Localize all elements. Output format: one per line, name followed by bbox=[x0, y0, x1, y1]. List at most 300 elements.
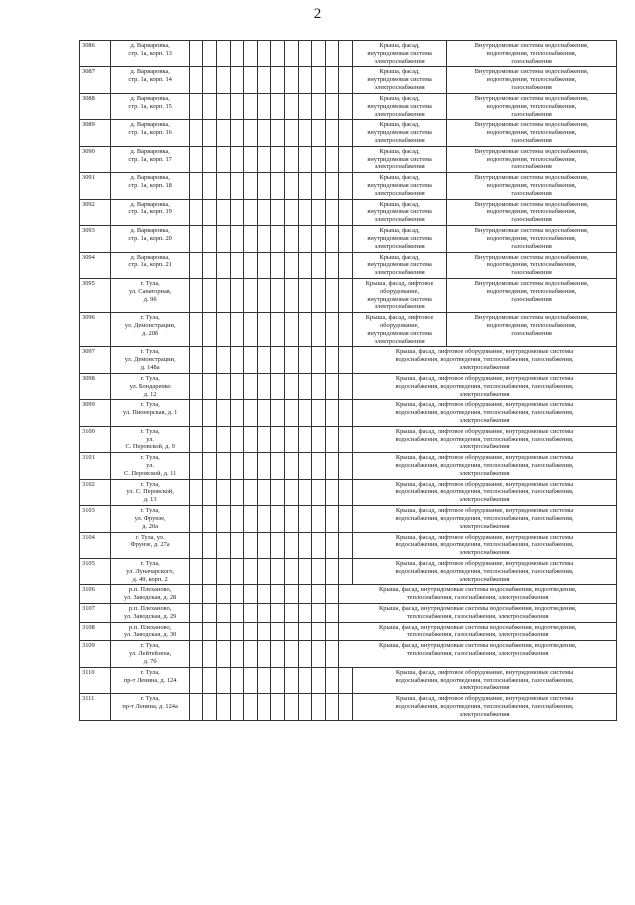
address-line: ул. Луначарского, bbox=[126, 567, 175, 575]
empty-cell bbox=[257, 667, 271, 693]
empty-cell bbox=[325, 347, 339, 373]
works-line: Крыша, фасад, bbox=[379, 147, 420, 155]
empty-cell bbox=[339, 226, 353, 252]
address-cell bbox=[111, 373, 190, 399]
systems-cell bbox=[447, 67, 617, 93]
empty-cell bbox=[203, 506, 217, 532]
empty-cell bbox=[189, 604, 203, 623]
row-number-cell: 3106 bbox=[80, 585, 111, 604]
empty-cell bbox=[230, 313, 244, 347]
empty-cell bbox=[298, 313, 312, 347]
address-line: стр. 1а, корп. 19 bbox=[128, 208, 172, 216]
empty-cell bbox=[271, 426, 285, 452]
address-line: д. 148а bbox=[140, 364, 160, 372]
address-line: стр. 1а, корп. 20 bbox=[128, 234, 172, 242]
works-line: Крыша, фасад, bbox=[379, 200, 420, 208]
empty-cell bbox=[257, 252, 271, 278]
works-line: электроснабжения bbox=[374, 136, 425, 144]
empty-cell bbox=[203, 347, 217, 373]
empty-cell bbox=[285, 479, 299, 505]
address-line: д. 12 bbox=[143, 390, 157, 398]
empty-cell bbox=[339, 667, 353, 693]
row-number-cell: 3101 bbox=[80, 453, 111, 479]
empty-cell bbox=[230, 585, 244, 604]
address-line: ул. С. Перовской, bbox=[126, 488, 174, 496]
empty-cell bbox=[298, 585, 312, 604]
works-line: Крыша, фасад, лифтовое оборудование, внутридомовые системы bbox=[395, 507, 574, 515]
empty-cell bbox=[325, 373, 339, 399]
systems-line: Внутридомовые системы водоснабжения, bbox=[474, 174, 589, 182]
address-line: д. 9б bbox=[143, 295, 157, 303]
empty-cell bbox=[298, 93, 312, 119]
works-line: электроснабжения bbox=[459, 496, 510, 504]
empty-cell bbox=[189, 199, 203, 225]
empty-cell bbox=[312, 532, 326, 558]
empty-cell bbox=[217, 558, 231, 584]
systems-line: Внутридомовые системы водоснабжения, bbox=[474, 279, 589, 287]
empty-cell bbox=[230, 506, 244, 532]
table-row bbox=[80, 426, 617, 452]
empty-cell bbox=[312, 199, 326, 225]
address-line: ул. Фрунзе, bbox=[134, 514, 166, 522]
works-line: электроснабжения bbox=[459, 443, 510, 451]
table-row bbox=[80, 622, 617, 641]
works-line: Крыша, фасад, лифтовое оборудование, внутридомовые системы bbox=[395, 374, 574, 382]
empty-cell bbox=[189, 641, 203, 667]
empty-cell bbox=[203, 604, 217, 623]
systems-cell bbox=[447, 146, 617, 172]
empty-cell bbox=[230, 173, 244, 199]
empty-cell bbox=[298, 373, 312, 399]
address-line: пр-т Ленина, д. 124 bbox=[123, 676, 177, 684]
empty-cell bbox=[257, 641, 271, 667]
row-number-cell: 3086 bbox=[80, 41, 111, 67]
empty-cell bbox=[244, 173, 258, 199]
empty-cell bbox=[244, 532, 258, 558]
empty-cell bbox=[298, 278, 312, 312]
empty-cell bbox=[325, 641, 339, 667]
empty-cell bbox=[285, 373, 299, 399]
empty-cell bbox=[271, 506, 285, 532]
empty-cell bbox=[217, 453, 231, 479]
works-cell bbox=[353, 41, 447, 67]
empty-cell bbox=[244, 252, 258, 278]
systems-cell bbox=[447, 93, 617, 119]
empty-cell bbox=[203, 585, 217, 604]
empty-cell bbox=[271, 641, 285, 667]
empty-cell bbox=[271, 558, 285, 584]
works-cell bbox=[353, 120, 447, 146]
empty-cell bbox=[203, 226, 217, 252]
table-row bbox=[80, 667, 617, 693]
row-number-cell: 3090 bbox=[80, 146, 111, 172]
empty-cell bbox=[298, 479, 312, 505]
empty-cell bbox=[189, 173, 203, 199]
empty-cell bbox=[298, 199, 312, 225]
systems-line: водоотведения, теплоснабжения, bbox=[486, 261, 577, 269]
empty-cell bbox=[217, 641, 231, 667]
works-line: теплоснабжения, газоснабжения, электроснабжения bbox=[406, 631, 549, 639]
empty-cell bbox=[189, 479, 203, 505]
systems-line: водоотведения, теплоснабжения, bbox=[486, 182, 577, 189]
works-merged-cell bbox=[339, 622, 617, 641]
empty-cell bbox=[257, 313, 271, 347]
empty-cell bbox=[217, 347, 231, 373]
address-line: г. Тула, bbox=[140, 559, 160, 567]
empty-cell bbox=[339, 313, 353, 347]
address-line: д. Варваровка, bbox=[130, 200, 170, 208]
address-cell bbox=[111, 532, 190, 558]
empty-cell bbox=[339, 532, 353, 558]
empty-cell bbox=[285, 558, 299, 584]
empty-cell bbox=[325, 226, 339, 252]
empty-cell bbox=[217, 173, 231, 199]
empty-cell bbox=[339, 41, 353, 67]
empty-cell bbox=[230, 146, 244, 172]
empty-cell bbox=[257, 226, 271, 252]
table-row bbox=[80, 278, 617, 312]
systems-line: Внутридомовые системы водоснабжения, bbox=[474, 42, 589, 49]
empty-cell bbox=[298, 532, 312, 558]
address-line: г. Тула, bbox=[140, 507, 160, 515]
row-number-cell: 3108 bbox=[80, 622, 111, 641]
table-row bbox=[80, 453, 617, 479]
works-line: внутридомовая система bbox=[367, 329, 432, 337]
address-line: д. Варваровка, bbox=[130, 174, 170, 182]
systems-line: водоотведения, теплоснабжения, bbox=[486, 76, 577, 84]
empty-cell bbox=[217, 585, 231, 604]
works-merged-cell bbox=[339, 604, 617, 623]
empty-cell bbox=[244, 347, 258, 373]
empty-cell bbox=[325, 146, 339, 172]
empty-cell bbox=[217, 226, 231, 252]
works-merged-cell bbox=[353, 479, 617, 505]
empty-cell bbox=[189, 373, 203, 399]
works-merged-cell bbox=[353, 506, 617, 532]
empty-cell bbox=[189, 41, 203, 67]
works-line: электроснабжения bbox=[459, 522, 510, 530]
address-cell bbox=[111, 120, 190, 146]
empty-cell bbox=[217, 373, 231, 399]
address-line: ул. Демонстрации, bbox=[124, 356, 176, 364]
empty-cell bbox=[217, 479, 231, 505]
empty-cell bbox=[189, 146, 203, 172]
empty-cell bbox=[230, 120, 244, 146]
works-cell bbox=[353, 278, 447, 312]
empty-cell bbox=[257, 585, 271, 604]
table-row bbox=[80, 479, 617, 505]
empty-cell bbox=[271, 199, 285, 225]
address-line: д. Варваровка, bbox=[130, 121, 170, 129]
address-line: г. Тула, bbox=[140, 642, 160, 650]
works-line: электроснабжения bbox=[374, 269, 425, 277]
works-merged-cell bbox=[353, 426, 617, 452]
address-cell bbox=[111, 173, 190, 199]
empty-cell bbox=[257, 173, 271, 199]
empty-cell bbox=[203, 41, 217, 67]
table-row bbox=[80, 313, 617, 347]
address-line: д. 49, корп. 2 bbox=[132, 575, 168, 583]
empty-cell bbox=[312, 41, 326, 67]
works-cell bbox=[353, 226, 447, 252]
address-line: ул. Санаторная, bbox=[128, 287, 172, 295]
row-number-cell: 3091 bbox=[80, 173, 111, 199]
empty-cell bbox=[271, 313, 285, 347]
empty-cell bbox=[325, 506, 339, 532]
address-cell bbox=[111, 694, 190, 720]
address-line: ул. Демонстрации, bbox=[124, 322, 176, 329]
address-cell bbox=[111, 667, 190, 693]
empty-cell bbox=[285, 622, 299, 641]
empty-cell bbox=[203, 199, 217, 225]
table-row bbox=[80, 226, 617, 252]
works-line: электроснабжения bbox=[459, 390, 510, 398]
empty-cell bbox=[325, 67, 339, 93]
empty-cell bbox=[325, 120, 339, 146]
address-cell bbox=[111, 313, 190, 347]
empty-cell bbox=[244, 426, 258, 452]
works-line: электроснабжения bbox=[459, 549, 510, 557]
works-line: водоснабжения, водоотведения, теплоснабжения, газоснабжения, bbox=[395, 488, 574, 496]
row-number-cell: 3107 bbox=[80, 604, 111, 623]
empty-cell bbox=[244, 373, 258, 399]
empty-cell bbox=[203, 641, 217, 667]
empty-cell bbox=[285, 604, 299, 623]
works-line: Крыша, фасад, внутридомовые системы водоснабжения, водоотведения, bbox=[379, 605, 577, 612]
empty-cell bbox=[271, 278, 285, 312]
address-cell bbox=[111, 67, 190, 93]
empty-cell bbox=[312, 585, 326, 604]
empty-cell bbox=[325, 532, 339, 558]
empty-cell bbox=[325, 252, 339, 278]
works-line: оборудование, bbox=[380, 287, 420, 295]
systems-line: газоснабжения bbox=[511, 216, 552, 224]
empty-cell bbox=[339, 426, 353, 452]
works-merged-cell bbox=[353, 373, 617, 399]
address-line: д. Варваровка, bbox=[130, 68, 170, 76]
works-line: Крыша, фасад, лифтовое оборудование, внутридомовые системы bbox=[395, 533, 574, 541]
works-line: электроснабжения bbox=[374, 242, 425, 250]
works-cell bbox=[353, 93, 447, 119]
empty-cell bbox=[312, 506, 326, 532]
empty-cell bbox=[217, 604, 231, 623]
address-line: ул. Пионерская, д. 1 bbox=[122, 409, 178, 417]
empty-cell bbox=[312, 604, 326, 623]
empty-cell bbox=[339, 479, 353, 505]
works-line: Крыша, фасад, лифтовое оборудование, внутридомовые системы bbox=[395, 559, 574, 567]
empty-cell bbox=[230, 622, 244, 641]
empty-cell bbox=[189, 622, 203, 641]
address-line: стр. 1а, корп. 15 bbox=[128, 102, 172, 110]
systems-cell bbox=[447, 226, 617, 252]
empty-cell bbox=[189, 426, 203, 452]
systems-line: газоснабжения bbox=[511, 269, 552, 277]
empty-cell bbox=[203, 667, 217, 693]
works-line: теплоснабжения, газоснабжения, электроснабжения bbox=[406, 594, 549, 602]
empty-cell bbox=[230, 278, 244, 312]
empty-cell bbox=[312, 694, 326, 720]
row-number-cell: 3103 bbox=[80, 506, 111, 532]
empty-cell bbox=[298, 667, 312, 693]
empty-cell bbox=[271, 585, 285, 604]
table-row bbox=[80, 67, 617, 93]
works-line: Крыша, фасад, внутридомовые системы водоснабжения, водоотведения, bbox=[379, 586, 577, 594]
address-line: ул. Бондаренко bbox=[129, 382, 171, 390]
empty-cell bbox=[203, 67, 217, 93]
empty-cell bbox=[298, 173, 312, 199]
empty-cell bbox=[312, 622, 326, 641]
table-row bbox=[80, 120, 617, 146]
table-row bbox=[80, 93, 617, 119]
systems-line: водоотведения, теплоснабжения, bbox=[486, 208, 577, 216]
empty-cell bbox=[298, 67, 312, 93]
empty-cell bbox=[312, 453, 326, 479]
empty-cell bbox=[325, 667, 339, 693]
empty-cell bbox=[298, 506, 312, 532]
works-line: внутридомовая система bbox=[367, 182, 432, 189]
works-line: водоснабжения, водоотведения, теплоснабжения, газоснабжения, bbox=[395, 676, 574, 684]
row-number-cell: 3104 bbox=[80, 532, 111, 558]
empty-cell bbox=[230, 347, 244, 373]
address-line: г. Тула, bbox=[140, 279, 160, 287]
empty-cell bbox=[244, 694, 258, 720]
row-number-cell: 3095 bbox=[80, 278, 111, 312]
empty-cell bbox=[325, 400, 339, 426]
empty-cell bbox=[257, 694, 271, 720]
row-number-cell: 3089 bbox=[80, 120, 111, 146]
row-number-cell: 3088 bbox=[80, 93, 111, 119]
works-line: электроснабжения bbox=[459, 469, 510, 477]
empty-cell bbox=[217, 667, 231, 693]
empty-cell bbox=[325, 313, 339, 347]
works-line: Крыша, фасад, лифтовое оборудование, внутридомовые системы bbox=[395, 401, 574, 409]
empty-cell bbox=[312, 146, 326, 172]
empty-cell bbox=[339, 694, 353, 720]
works-line: внутридомовая система bbox=[367, 261, 432, 269]
empty-cell bbox=[230, 226, 244, 252]
systems-line: газоснабжения bbox=[511, 110, 552, 118]
works-line: теплоснабжения, газоснабжения, электроснабжения bbox=[406, 650, 549, 658]
systems-line: Внутридомовые системы водоснабжения, bbox=[474, 253, 589, 261]
empty-cell bbox=[257, 373, 271, 399]
empty-cell bbox=[203, 479, 217, 505]
works-line: электроснабжения bbox=[459, 684, 510, 692]
empty-cell bbox=[257, 67, 271, 93]
address-cell bbox=[111, 400, 190, 426]
empty-cell bbox=[325, 41, 339, 67]
empty-cell bbox=[189, 667, 203, 693]
empty-cell bbox=[285, 506, 299, 532]
works-line: Крыша, фасад, bbox=[379, 42, 420, 49]
address-line: г. Тула, bbox=[140, 427, 160, 435]
table-row bbox=[80, 604, 617, 623]
empty-cell bbox=[217, 426, 231, 452]
works-cell bbox=[353, 313, 447, 347]
address-cell bbox=[111, 252, 190, 278]
empty-cell bbox=[189, 532, 203, 558]
empty-cell bbox=[244, 604, 258, 623]
empty-cell bbox=[230, 67, 244, 93]
empty-cell bbox=[230, 373, 244, 399]
empty-cell bbox=[203, 146, 217, 172]
address-line: ул. Заводская, д. 28 bbox=[124, 594, 177, 602]
row-number-cell: 3105 bbox=[80, 558, 111, 584]
address-line: р.п. Плеханово, bbox=[128, 623, 172, 631]
empty-cell bbox=[189, 93, 203, 119]
table-row bbox=[80, 41, 617, 67]
empty-cell bbox=[271, 622, 285, 641]
empty-cell bbox=[325, 426, 339, 452]
empty-cell bbox=[244, 313, 258, 347]
empty-cell bbox=[312, 252, 326, 278]
works-line: внутридомовая система bbox=[367, 129, 432, 137]
empty-cell bbox=[312, 120, 326, 146]
works-line: внутридомовая система bbox=[367, 49, 432, 57]
empty-cell bbox=[312, 347, 326, 373]
empty-cell bbox=[230, 558, 244, 584]
systems-line: Внутридомовые системы водоснабжения, bbox=[474, 68, 589, 76]
works-line: водоснабжения, водоотведения, теплоснабжения, газоснабжения, bbox=[395, 409, 574, 417]
systems-cell bbox=[447, 313, 617, 347]
empty-cell bbox=[312, 93, 326, 119]
works-line: Крыша, фасад, bbox=[379, 174, 420, 182]
systems-line: водоотведения, теплоснабжения, bbox=[486, 322, 577, 329]
empty-cell bbox=[285, 453, 299, 479]
works-merged-cell bbox=[353, 667, 617, 693]
empty-cell bbox=[312, 400, 326, 426]
works-line: Крыша, фасад, лифтовое оборудование, внутридомовые системы bbox=[395, 427, 574, 435]
empty-cell bbox=[203, 313, 217, 347]
empty-cell bbox=[271, 604, 285, 623]
empty-cell bbox=[271, 694, 285, 720]
empty-cell bbox=[203, 373, 217, 399]
works-line: Крыша, фасад, лифтовое оборудование, внутридомовые системы bbox=[395, 695, 574, 703]
address-cell bbox=[111, 278, 190, 312]
empty-cell bbox=[271, 226, 285, 252]
empty-cell bbox=[325, 604, 339, 623]
address-line: г. Тула, bbox=[140, 480, 160, 488]
works-line: электроснабжения bbox=[374, 303, 425, 311]
works-cell bbox=[353, 67, 447, 93]
systems-line: газоснабжения bbox=[511, 329, 552, 337]
empty-cell bbox=[339, 278, 353, 312]
systems-line: водоотведения, теплоснабжения, bbox=[486, 49, 577, 57]
empty-cell bbox=[257, 622, 271, 641]
empty-cell bbox=[230, 479, 244, 505]
address-line: д. Варваровка, bbox=[130, 42, 170, 49]
table-row bbox=[80, 400, 617, 426]
empty-cell bbox=[325, 622, 339, 641]
empty-cell bbox=[189, 252, 203, 278]
empty-cell bbox=[298, 558, 312, 584]
works-line: Крыша, фасад, лифтовое оборудование, внутридомовые системы bbox=[395, 668, 574, 676]
empty-cell bbox=[257, 41, 271, 67]
works-merged-cell bbox=[353, 347, 617, 373]
row-number-cell: 3099 bbox=[80, 400, 111, 426]
empty-cell bbox=[339, 558, 353, 584]
row-number-cell: 3097 bbox=[80, 347, 111, 373]
empty-cell bbox=[244, 400, 258, 426]
works-line: внутридомовая система bbox=[367, 155, 432, 163]
systems-cell bbox=[447, 41, 617, 67]
empty-cell bbox=[312, 313, 326, 347]
empty-cell bbox=[271, 41, 285, 67]
address-line: д. 7б bbox=[143, 657, 157, 665]
works-line: электроснабжения bbox=[374, 84, 425, 92]
empty-cell bbox=[230, 641, 244, 667]
works-line: Крыша, фасад, bbox=[379, 68, 420, 76]
empty-cell bbox=[217, 67, 231, 93]
